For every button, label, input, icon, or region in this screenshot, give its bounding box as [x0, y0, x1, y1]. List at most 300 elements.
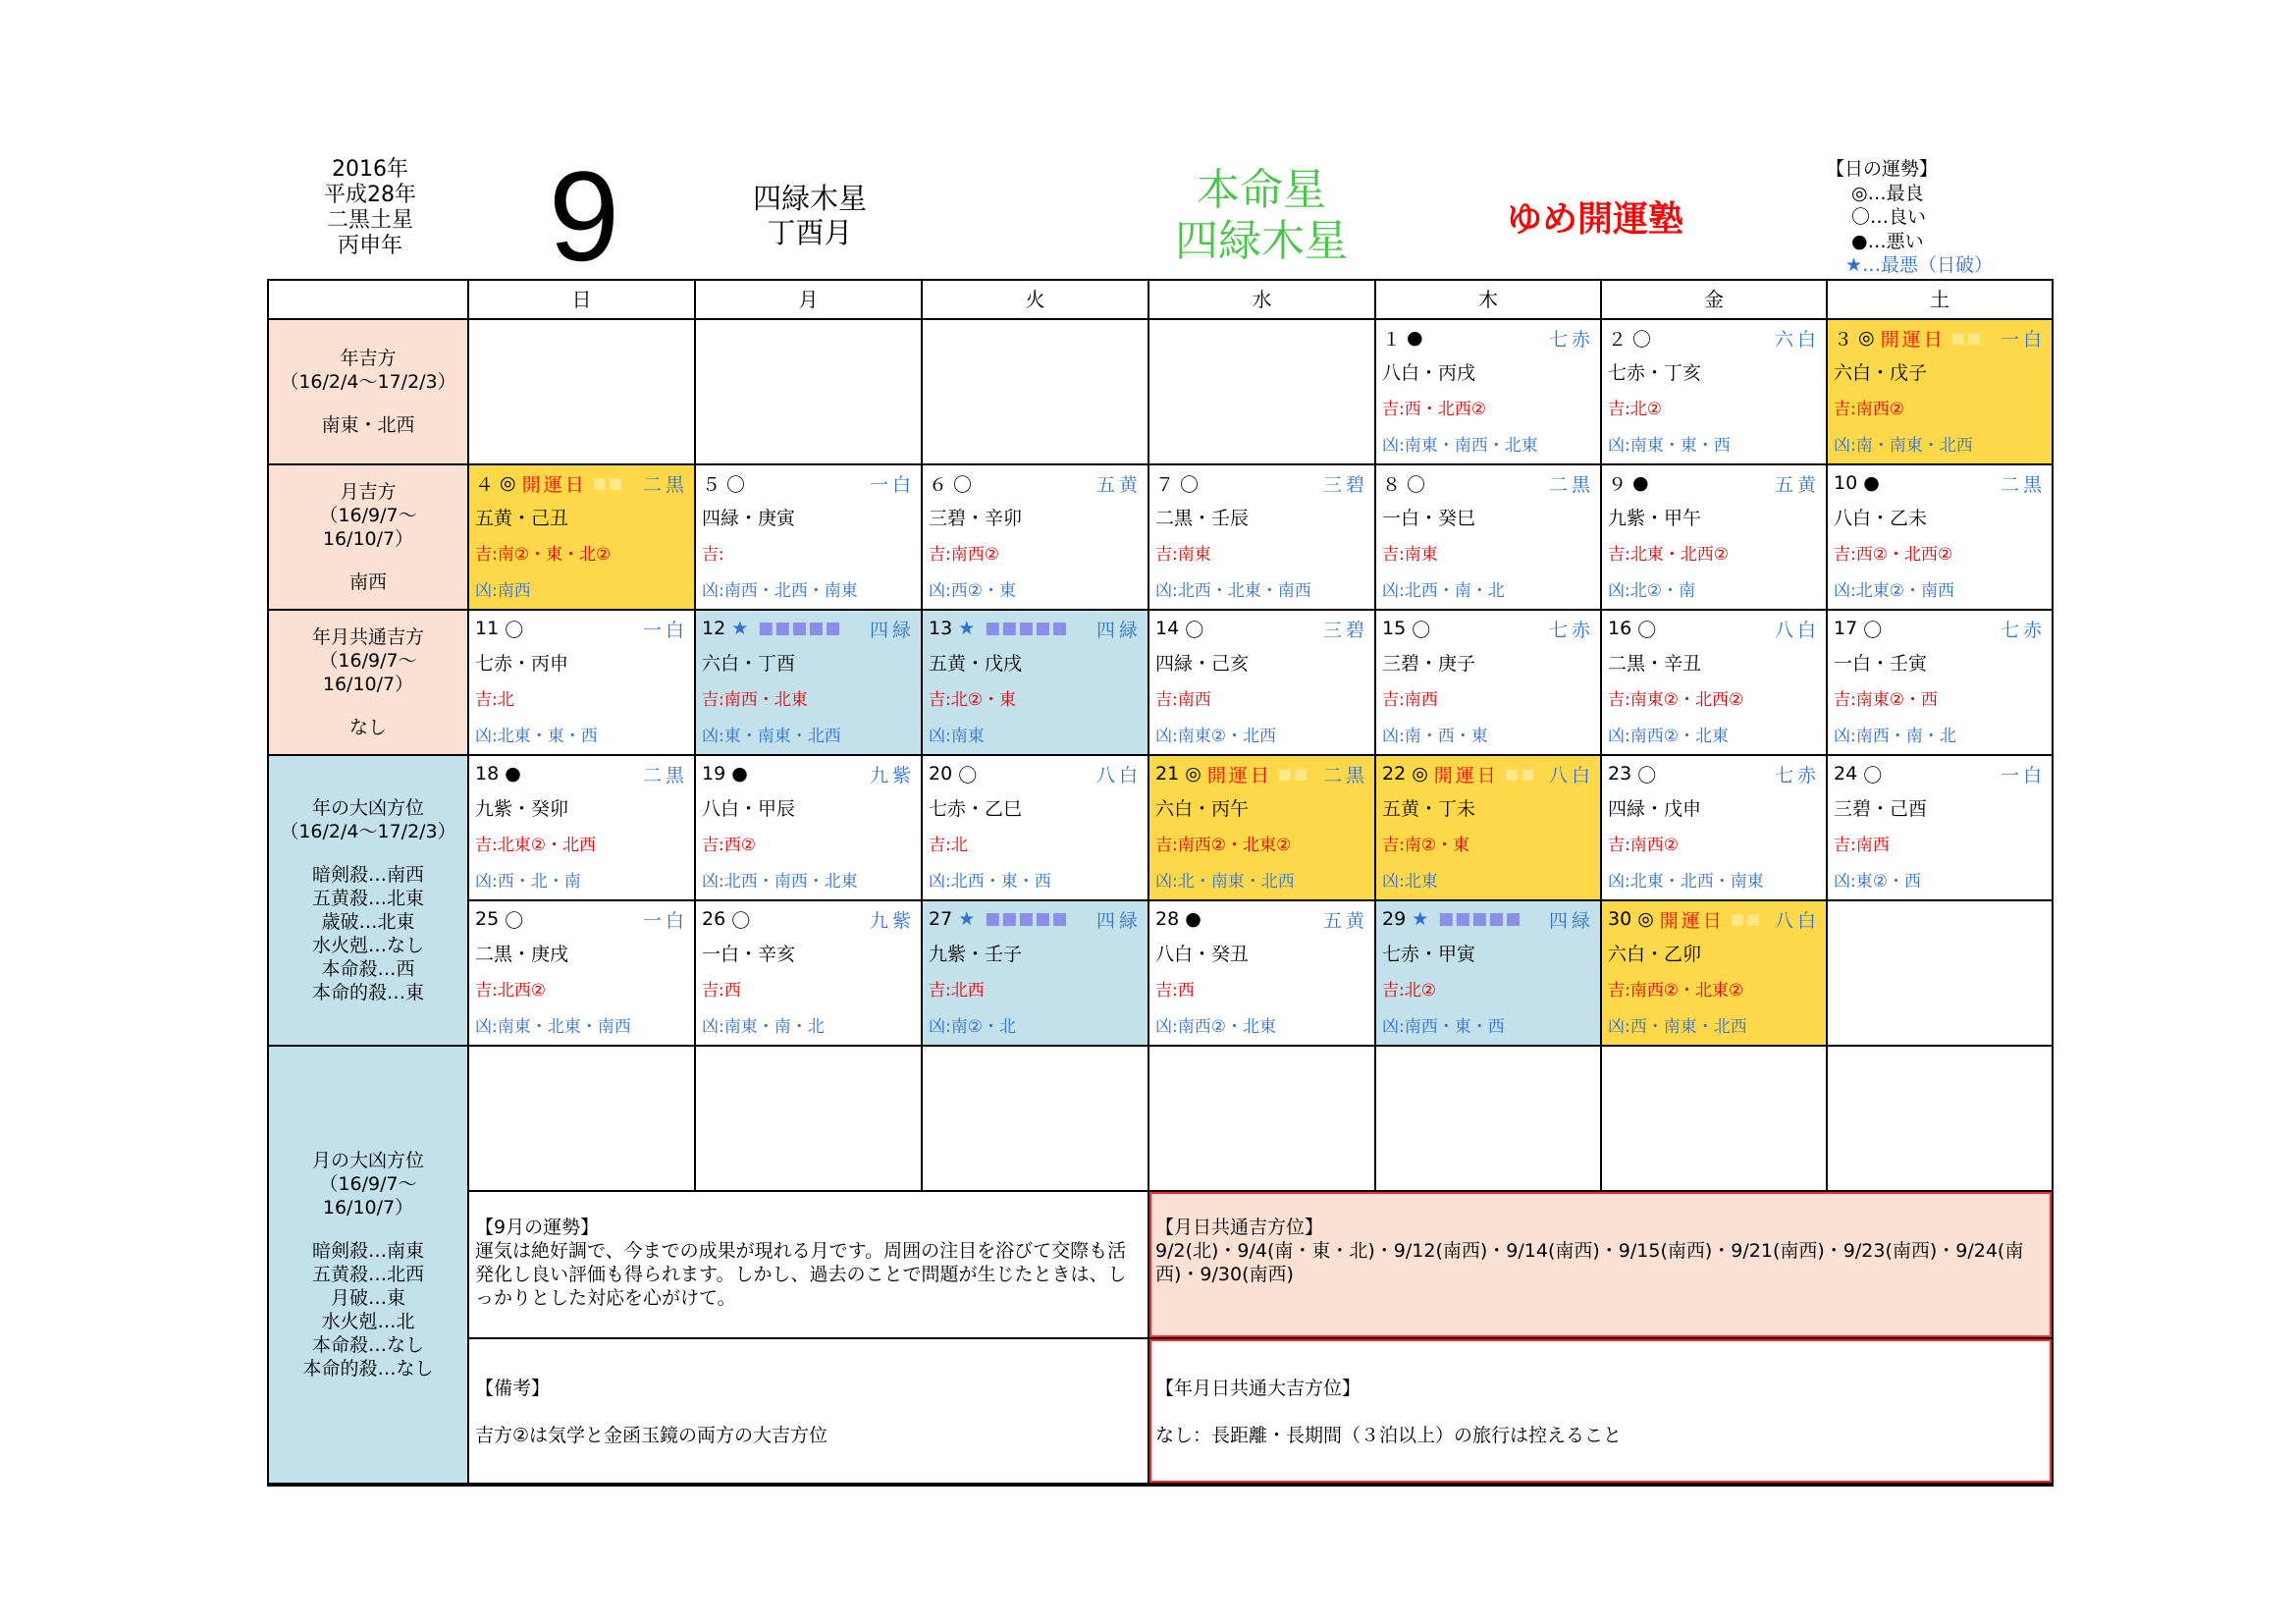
day-number-mark [1155, 470, 1199, 497]
day-cell[interactable] [1376, 756, 1602, 901]
kanshi: 八白・丙戌 [1382, 362, 1476, 384]
kanshi: 四緑・己亥 [1155, 653, 1250, 675]
fortune-mark: ★ [958, 908, 980, 930]
fortune-mark: 〇 [953, 473, 973, 496]
day-header [1155, 756, 1368, 791]
day-number: 25 [475, 908, 500, 930]
label-line: 本命的殺…なし [302, 1358, 434, 1380]
day-star: 四緑 [1095, 619, 1142, 641]
kanshi: 七赤・丙申 [475, 653, 569, 675]
label-line: （16/2/4～17/2/3） [280, 821, 456, 842]
day-header [475, 465, 688, 501]
day-star: 七赤 [1774, 764, 1820, 786]
fortune-mark: ★ [1412, 908, 1433, 930]
day-star: 六白 [1774, 328, 1820, 351]
day-cell[interactable] [469, 611, 696, 756]
day-cell[interactable] [1602, 756, 1828, 901]
honmei-star [1139, 165, 1384, 267]
kaiun-deco: ■■ [1730, 910, 1763, 928]
kanshi: 八白・乙未 [1834, 508, 1928, 529]
day-number-mark [702, 470, 745, 497]
label-line: 歳破…北東 [321, 911, 415, 933]
brand-title: ゆめ開運塾 [1506, 199, 1683, 240]
day-number-mark [1608, 470, 1649, 497]
day-number-mark [1382, 761, 1536, 787]
day-number-mark [1382, 325, 1423, 352]
big-direction-note [1149, 1339, 2054, 1485]
day-number: ６ [929, 473, 948, 496]
day-number: 20 [929, 763, 953, 785]
day-number: 11 [475, 618, 500, 639]
legend-item: 〇…良い [1851, 206, 1927, 228]
fortune-mark: ◎ [1412, 763, 1428, 785]
unlucky-direction: 凶:北西・東・西 [929, 872, 1051, 892]
day-cell[interactable] [1602, 1047, 1828, 1192]
unlucky-direction: 凶:南東②・北西 [1155, 727, 1276, 746]
day-number: 28 [1155, 908, 1180, 930]
label-line: 月の大凶方位 [311, 1150, 424, 1171]
unlucky-direction: 凶:南東 [929, 727, 985, 746]
day-header [1382, 465, 1594, 501]
kanshi: 九紫・甲午 [1608, 508, 1702, 529]
day-cell[interactable] [1149, 611, 1376, 756]
day-number-mark [1155, 761, 1309, 787]
label-line: 16/10/7） [322, 674, 414, 695]
kanshi: 四緑・戊申 [1608, 798, 1702, 820]
kanshi: 八白・甲辰 [702, 798, 796, 820]
day-star: 一白 [2000, 764, 2046, 786]
common-direction-note [1149, 1192, 2054, 1339]
honmei-line: 本命星 [1197, 165, 1326, 215]
day-cell[interactable] [923, 465, 1149, 611]
kanshi: 七赤・丁亥 [1608, 362, 1702, 384]
day-star: 一白 [642, 909, 688, 932]
day-cell[interactable] [469, 756, 696, 901]
lucky-direction: 吉:北西② [475, 981, 546, 1001]
day-cell[interactable] [1828, 320, 2054, 465]
label-line: 本命殺…西 [321, 958, 415, 980]
day-cell[interactable] [1149, 465, 1376, 611]
day-header [1382, 611, 1594, 646]
day-cell[interactable] [923, 901, 1149, 1047]
day-cell[interactable] [923, 611, 1149, 756]
day-star: 一白 [642, 619, 688, 641]
day-header [702, 611, 915, 646]
day-number-mark [929, 761, 977, 787]
lucky-direction: 吉:南東②・西 [1834, 690, 1938, 710]
unlucky-direction: 凶:南・南東・北西 [1834, 436, 1973, 456]
day-number: 29 [1382, 908, 1407, 930]
day-cell[interactable] [1149, 756, 1376, 901]
day-cell[interactable] [1828, 756, 2054, 901]
weekday-header: 金 [1602, 281, 1828, 320]
day-star: 八白 [1548, 764, 1594, 786]
day-number: ３ [1834, 328, 1853, 351]
day-header [1834, 756, 2046, 791]
lucky-direction: 吉:北②・東 [929, 690, 1016, 710]
day-cell[interactable] [1602, 465, 1828, 611]
day-header [1608, 756, 1820, 791]
day-number: 14 [1155, 618, 1180, 639]
day-number-mark [475, 616, 523, 642]
month-star-line: 丁酉月 [767, 216, 853, 249]
lucky-direction: 吉:北東②・北西 [475, 836, 596, 855]
lucky-direction: 吉:西・北西② [1382, 400, 1486, 419]
day-cell[interactable] [1828, 611, 2054, 756]
lucky-direction: 吉: [702, 545, 724, 565]
kanshi: 九紫・壬子 [929, 944, 1023, 965]
fortune-mark: ● [1407, 327, 1423, 349]
day-cell[interactable] [1376, 901, 1602, 1047]
day-star: 二黒 [1322, 764, 1368, 786]
day-header [475, 611, 688, 646]
fortune-mark: 〇 [1863, 764, 1883, 786]
label-line: （16/9/7～ [319, 1173, 417, 1195]
day-star: 五黄 [1095, 473, 1142, 496]
kanshi: 一白・壬寅 [1834, 653, 1928, 675]
lucky-direction: 吉:南西 [1834, 836, 1890, 855]
lucky-direction: 吉:北 [929, 836, 968, 855]
day-header [1382, 320, 1594, 355]
day-number-mark [1834, 616, 1882, 642]
day-star: 二黒 [642, 764, 688, 786]
day-number-mark [1382, 908, 1522, 930]
label-line: 月破…東 [330, 1287, 405, 1309]
unlucky-direction: 凶:南東・南・北 [702, 1017, 825, 1037]
unlucky-direction: 凶:北・南東・北西 [1155, 872, 1295, 892]
label-line: 年吉方 [340, 348, 397, 369]
lucky-direction: 吉:北東・北西② [1608, 545, 1729, 565]
day-number: 23 [1608, 763, 1632, 785]
day-star: 八白 [1774, 619, 1820, 641]
day-header [929, 901, 1142, 937]
day-cell[interactable] [469, 901, 696, 1047]
kanshi: 二黒・辛丑 [1608, 653, 1702, 675]
kanshi: 四緑・庚寅 [702, 508, 796, 529]
day-number: ５ [702, 473, 721, 496]
unlucky-direction: 凶:南西・北西・南東 [702, 581, 858, 601]
direction-label [269, 1047, 469, 1485]
fortune-mark: 〇 [1632, 328, 1652, 351]
day-cell[interactable] [1149, 1047, 1376, 1192]
day-cell[interactable] [696, 320, 923, 465]
lucky-direction: 吉:南②・東 [1382, 836, 1469, 855]
day-star: 八白 [1095, 764, 1142, 786]
day-number: 19 [702, 763, 726, 785]
label-line: 暗剣殺…南東 [311, 1240, 424, 1262]
hakai-deco: ■■■■■ [758, 619, 842, 638]
day-header [929, 756, 1142, 791]
day-cell[interactable] [1149, 320, 1376, 465]
lucky-direction: 吉:南東②・北西② [1608, 690, 1744, 710]
label-line: 水火剋…北 [321, 1311, 415, 1332]
day-star: 九紫 [869, 764, 915, 786]
lucky-direction: 吉:西②・北西② [1834, 545, 1953, 565]
day-cell[interactable] [469, 1047, 696, 1192]
day-number: 12 [702, 618, 726, 639]
year-line: 丙申年 [337, 234, 402, 258]
label-line: 本命的殺…東 [311, 982, 424, 1003]
kanshi: 六白・丁酉 [702, 653, 796, 675]
label-line: 南東・北西 [321, 414, 415, 436]
fortune-mark: ● [731, 763, 748, 785]
unlucky-direction: 凶:北東・北西・南東 [1608, 872, 1764, 892]
day-number: 21 [1155, 763, 1180, 785]
day-cell[interactable] [696, 901, 923, 1047]
kanshi: 八白・癸丑 [1155, 944, 1250, 965]
kaiun-deco: ■■ [1504, 765, 1537, 783]
day-number-mark [475, 470, 624, 497]
unlucky-direction: 凶:北西・南西・北東 [702, 872, 858, 892]
day-number: ４ [475, 473, 495, 496]
hakai-deco: ■■■■■ [1438, 909, 1522, 929]
kaiun-label: 開運日 [1433, 764, 1499, 786]
unlucky-direction: 凶:南東・北東・南西 [475, 1017, 631, 1037]
day-cell[interactable] [1602, 901, 1828, 1047]
fortune-note [469, 1192, 1149, 1339]
fortune-mark: 〇 [505, 909, 524, 932]
hakai-deco: ■■■■■ [985, 619, 1069, 638]
unlucky-direction: 凶:東②・西 [1834, 872, 1921, 892]
day-cell[interactable] [1376, 320, 1602, 465]
day-number-mark [1608, 325, 1651, 352]
weekday-header: 日 [469, 281, 696, 320]
lucky-direction: 吉:南西②・北東② [1155, 836, 1292, 855]
label-line: 水火剋…なし [311, 935, 424, 956]
kanshi: 七赤・乙巳 [929, 798, 1023, 820]
day-cell[interactable] [1828, 1047, 2054, 1192]
day-number-mark [1834, 325, 1983, 352]
fortune-mark: ★ [958, 618, 980, 639]
day-header [1382, 901, 1594, 937]
legend [1826, 157, 1993, 278]
day-star: 一白 [869, 473, 915, 496]
header-corner [269, 281, 469, 320]
kanshi: 七赤・甲寅 [1382, 944, 1476, 965]
kanshi: 五黄・戊戌 [929, 653, 1023, 675]
fortune-mark: 〇 [1412, 619, 1431, 641]
label-line: 年の大凶方位 [311, 797, 424, 819]
fortune-mark: ◎ [1637, 908, 1654, 930]
day-star: 四緑 [869, 619, 915, 641]
legend-item: ★…最悪（日破） [1845, 254, 1994, 276]
day-header [1608, 320, 1820, 355]
unlucky-direction: 凶:北西・南・北 [1382, 581, 1505, 601]
day-star: 二黒 [1548, 473, 1594, 496]
day-header [1155, 611, 1368, 646]
unlucky-direction: 凶:南東・東・西 [1608, 436, 1731, 456]
label-line: 五黄殺…北西 [311, 1264, 424, 1285]
day-number: ７ [1155, 473, 1175, 496]
day-star: 七赤 [1548, 328, 1594, 351]
label-line: （16/9/7～ [319, 650, 417, 672]
fortune-mark: ★ [731, 618, 753, 639]
day-number: 27 [929, 908, 953, 930]
unlucky-direction: 凶:南西②・北東 [1155, 1017, 1276, 1037]
unlucky-direction: 凶:南西 [475, 581, 531, 601]
day-header [1834, 465, 2046, 501]
unlucky-direction: 凶:西・南東・北西 [1608, 1017, 1747, 1037]
biko-note [469, 1339, 1149, 1485]
unlucky-direction: 凶:西②・東 [929, 581, 1016, 601]
legend-item: ●…悪い [1851, 230, 1924, 252]
label-line: 暗剣殺…南西 [311, 864, 424, 886]
lucky-direction: 吉:北 [475, 690, 514, 710]
fortune-mark: 〇 [958, 764, 978, 786]
day-star: 五黄 [1322, 909, 1368, 932]
kanshi: 三碧・己酉 [1834, 798, 1928, 820]
day-header [702, 465, 915, 501]
direction-label [269, 756, 469, 1047]
day-cell[interactable] [923, 756, 1149, 901]
day-cell[interactable] [469, 320, 696, 465]
fortune-title: 【9月の運勢】 [475, 1217, 600, 1238]
day-number-mark [702, 763, 748, 785]
kanshi: 二黒・壬辰 [1155, 508, 1250, 529]
day-star: 七赤 [1548, 619, 1594, 641]
day-number: ９ [1608, 473, 1628, 496]
kaiun-deco: ■■ [1950, 329, 1983, 347]
kanshi: 五黄・己丑 [475, 508, 569, 529]
label-line: 本命殺…なし [311, 1334, 424, 1356]
unlucky-direction: 凶:南西・南・北 [1834, 727, 1956, 746]
fortune-mark: 〇 [1863, 619, 1883, 641]
day-star: 二黒 [2000, 473, 2046, 496]
day-cell[interactable] [696, 1047, 923, 1192]
day-cell[interactable] [696, 465, 923, 611]
fortune-mark: 〇 [726, 473, 746, 496]
kanshi: 九紫・癸卯 [475, 798, 569, 820]
hakai-deco: ■■■■■ [985, 909, 1069, 929]
day-number: 15 [1382, 618, 1407, 639]
day-number: ２ [1608, 328, 1628, 351]
label-line: 年月共通吉方 [311, 626, 424, 648]
day-number-mark [1382, 470, 1425, 497]
day-header [1834, 320, 2046, 355]
day-star: 八白 [1774, 909, 1820, 932]
day-star: 一白 [2000, 328, 2046, 351]
day-cell[interactable] [1149, 901, 1376, 1047]
unlucky-direction: 凶:南西・東・西 [1382, 1017, 1505, 1037]
day-cell[interactable] [923, 1047, 1149, 1192]
unlucky-direction: 凶:北②・南 [1608, 581, 1695, 601]
day-star: 二黒 [642, 473, 688, 496]
day-header [475, 756, 688, 791]
day-header [1834, 611, 2046, 646]
kanshi: 六白・戊子 [1834, 362, 1928, 384]
day-number: 26 [702, 908, 726, 930]
kanshi: 六白・丙午 [1155, 798, 1250, 820]
kaiun-label: 開運日 [1206, 764, 1272, 786]
weekday-header: 火 [923, 281, 1149, 320]
lucky-direction: 吉:南西②・北東② [1608, 981, 1744, 1001]
day-number-mark [1608, 906, 1762, 933]
unlucky-direction: 凶:北東②・南西 [1834, 581, 1954, 601]
day-cell[interactable] [1376, 465, 1602, 611]
label-line: なし [348, 717, 387, 738]
day-cell[interactable] [696, 756, 923, 901]
month-number: 9 [548, 144, 620, 288]
lucky-direction: 吉:北② [1382, 981, 1436, 1001]
lucky-direction: 吉:南東 [1382, 545, 1438, 565]
lucky-direction: 吉:西 [1155, 981, 1195, 1001]
kanshi: 三碧・庚子 [1382, 653, 1476, 675]
label-line: （16/2/4～17/2/3） [280, 371, 456, 393]
year-line: 二黒土星 [326, 208, 413, 233]
fortune-mark: 〇 [1185, 619, 1204, 641]
day-header [702, 756, 915, 791]
fortune-mark: 〇 [1407, 473, 1426, 496]
lucky-direction: 吉:西 [702, 981, 741, 1001]
day-number: ８ [1382, 473, 1402, 496]
day-header [929, 611, 1142, 646]
fortune-mark: 〇 [1180, 473, 1200, 496]
legend-title: 【日の運勢】 [1826, 158, 1939, 180]
fortune-mark: 〇 [505, 619, 524, 641]
day-cell[interactable] [1828, 465, 2054, 611]
label-line: 16/10/7） [322, 528, 414, 550]
day-header [1155, 901, 1368, 937]
kanshi: 六白・乙卯 [1608, 944, 1702, 965]
day-star: 四緑 [1095, 909, 1142, 932]
kaiun-deco: ■■ [1277, 765, 1310, 783]
weekday-header: 月 [696, 281, 923, 320]
common-title: 【月日共通吉方位】 [1155, 1217, 1324, 1238]
unlucky-direction: 凶:東・南東・北西 [702, 727, 841, 746]
kanshi: 一白・辛亥 [702, 944, 796, 965]
day-header [929, 465, 1142, 501]
kanshi: 三碧・辛卯 [929, 508, 1023, 529]
day-cell[interactable] [1376, 1047, 1602, 1192]
day-header [1608, 465, 1820, 501]
day-number-mark [929, 618, 1069, 639]
kaiun-label: 開運日 [1659, 909, 1725, 932]
day-number-mark [929, 470, 972, 497]
unlucky-direction: 凶:南・西・東 [1382, 727, 1488, 746]
unlucky-direction: 凶:北西・北東・南西 [1155, 581, 1311, 601]
day-cell[interactable] [469, 465, 696, 611]
unlucky-direction: 凶:南東・南西・北東 [1382, 436, 1538, 456]
day-cell[interactable] [1602, 320, 1828, 465]
day-cell[interactable] [1828, 901, 2054, 1047]
day-star: 三碧 [1322, 619, 1368, 641]
common-text: 9/2(北)・9/4(南・東・北)・9/12(南西)・9/14(南西)・9/15(南西)・9/21(南西)・9/23(南西)・9/24(南西)・9/30(南西) [1155, 1240, 2024, 1285]
day-number: 10 [1834, 472, 1858, 494]
day-number-mark [1834, 472, 1880, 494]
day-cell[interactable] [696, 611, 923, 756]
big-title: 【年月日共通大吉方位】 [1155, 1378, 1362, 1399]
direction-label [269, 611, 469, 756]
lucky-direction: 吉:南西・北東 [702, 690, 808, 710]
label-line: 月吉方 [340, 481, 397, 503]
day-star: 五黄 [1774, 473, 1820, 496]
day-number: 16 [1608, 618, 1632, 639]
day-number-mark [1382, 616, 1430, 642]
label-line: 五黄殺…北東 [311, 888, 424, 909]
fortune-mark: ● [505, 763, 521, 785]
day-header [702, 901, 915, 937]
day-cell[interactable] [923, 320, 1149, 465]
day-number: 17 [1834, 618, 1858, 639]
day-cell[interactable] [1602, 611, 1828, 756]
month-star-line: 四緑木星 [752, 182, 867, 215]
lucky-direction: 吉:南西② [1834, 400, 1904, 419]
day-cell[interactable] [1376, 611, 1602, 756]
kaiun-label: 開運日 [1880, 328, 1946, 351]
fortune-mark: 〇 [731, 909, 751, 932]
fortune-mark: ● [1863, 472, 1880, 494]
weekday-header: 土 [1828, 281, 2054, 320]
